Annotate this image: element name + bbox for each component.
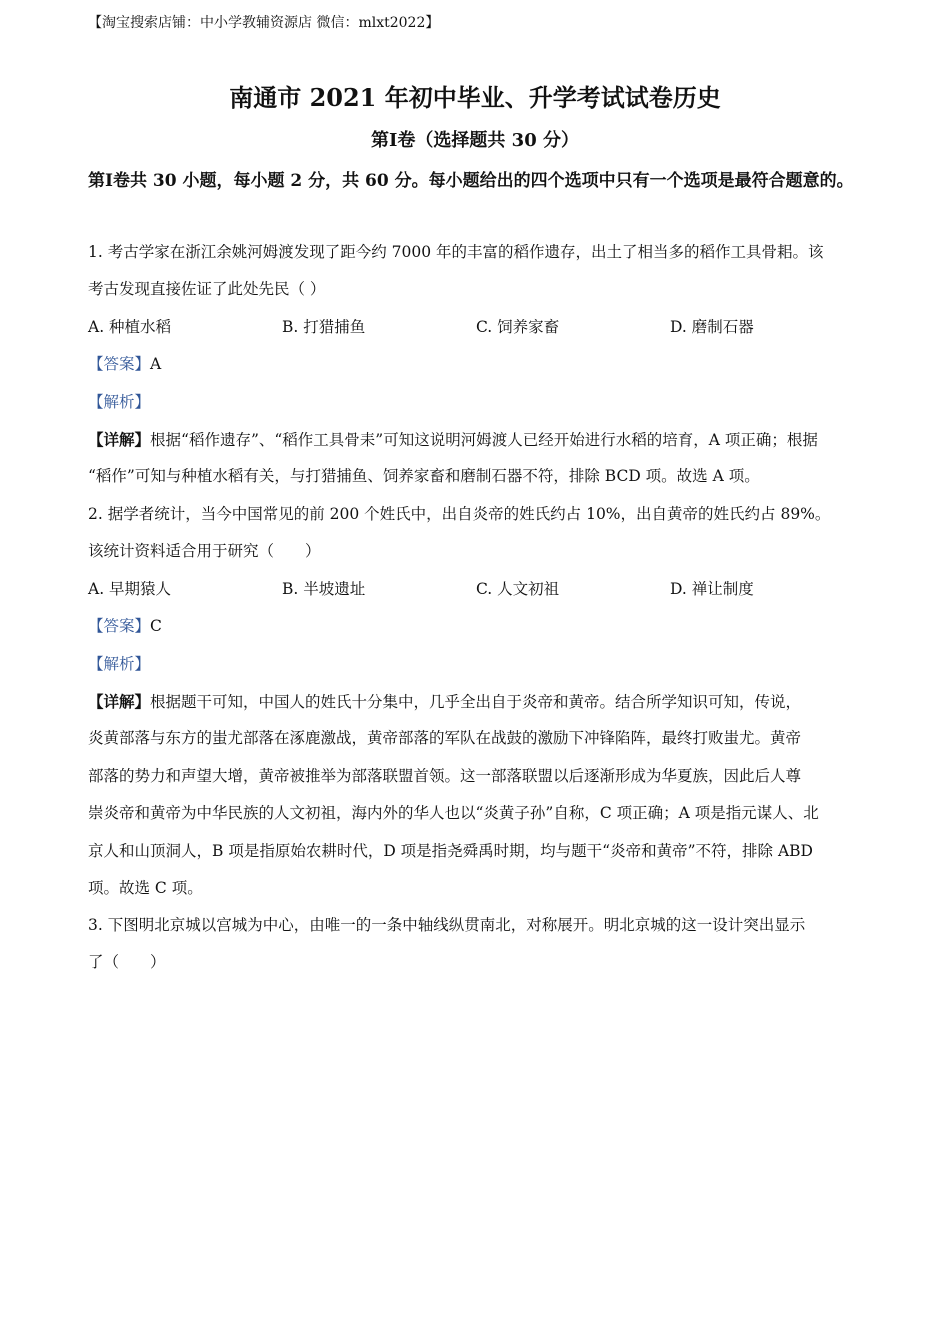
question-2-detail-line-4: 崇炎帝和黄帝为中华民族的人文初祖，海内外的华人也以“炎黄子孙”自称，C 项正确；A 项是指元谋人、北 <box>88 804 819 823</box>
question-1-detail-line-1 <box>88 421 868 458</box>
answer-value: A <box>150 355 162 374</box>
question-2-stem-line-1: 2. 据学者统计，当今中国常见的前 200 个姓氏中，出自炎帝的姓氏约占 10%，出自黄帝的姓氏约占 89%。 <box>88 505 831 523</box>
question-2-detail-line-5: 京人和山顶洞人，B 项是指原始农耕时代，D 项是指尧舜禹时期，均与题干“炎帝和黄帝”不符，排除 ABD <box>88 841 813 860</box>
question-2-options <box>88 571 868 608</box>
option-a: A. 种植水稻 <box>88 317 172 336</box>
answer-tag: 【答案】 <box>88 355 151 374</box>
option-c: C. 饲养家畜 <box>476 317 560 336</box>
question-3-stem-line-1: 3. 下图明北京城以宫城为中心，由唯一的一条中轴线纵贯南北，对称展开。明北京城的这一设计突出显示 <box>88 916 806 934</box>
analysis-tag: 【解析】 <box>88 392 151 411</box>
question-2-detail-line-3: 部落的势力和声望大增，黄帝被推举为部落联盟首领。这一部落联盟以后逐渐形成为华夏族，因此后人尊 <box>88 766 802 785</box>
question-1-analysis-line <box>88 384 868 421</box>
option-b: B. 打猎捕鱼 <box>282 317 366 336</box>
question-2 <box>88 496 868 907</box>
exam-title: 南通市 2021 年初中毕业、升学考试试卷历史 <box>229 83 721 112</box>
question-2-detail-line-1 <box>88 683 868 720</box>
question-2-detail-line-6: 项。故选 C 项。 <box>88 878 203 897</box>
question-1 <box>88 234 868 496</box>
question-2-analysis-line <box>88 646 868 683</box>
answer-value: C <box>150 617 162 636</box>
question-2-answer-line <box>88 608 868 645</box>
option-d: D. 禅让制度 <box>670 579 754 598</box>
question-1-options <box>88 309 868 346</box>
detail-tag: 【详解】 <box>88 429 151 449</box>
question-3-stem-line-2: 了（ ） <box>88 953 166 972</box>
question-2-stem-line-2: 该统计资料适合用于研究（ ） <box>88 542 321 561</box>
answer-tag: 【答案】 <box>88 617 151 636</box>
question-1-stem-line-1: 1. 考古学家在浙江余姚河姆渡发现了距今约 7000 年的丰富的稻作遗存，出土了相当多的稻作工具骨耜。该 <box>88 243 824 261</box>
option-b: B. 半坡遗址 <box>282 579 366 598</box>
question-1-answer-line <box>88 346 868 383</box>
detail-text: 根据题干可知，中国人的姓氏十分集中，几乎全出自于炎帝和黄帝。结合所学知识可知，传说， <box>150 692 802 711</box>
question-1-detail-line-2: “稻作”可知与种植水稻有关，与打猎捕鱼、饲养家畜和磨制石器不符，排除 BCD 项。故选 A 项。 <box>88 467 760 486</box>
option-d: D. 磨制石器 <box>670 317 754 336</box>
detail-text: 根据“稻作遗存”、“稻作工具骨耒”可知这说明河姆渡人已经开始进行水稻的培育，A 项正确；根据 <box>150 430 818 449</box>
section-instructions: 第Ⅰ卷共 30 小题，每小题 2 分，共 60 分。每小题给出的四个选项中只有一个选项是最符合题意的。 <box>88 171 854 191</box>
analysis-tag: 【解析】 <box>88 654 151 673</box>
shop-note-header: 【淘宝搜索店铺：中小学教辅资源店 微信：mlxt2022】 <box>88 15 440 31</box>
question-1-stem-line-2: 考古发现直接佐证了此处先民（ ） <box>88 280 326 299</box>
question-3 <box>88 907 868 982</box>
option-a: A. 早期猿人 <box>88 579 172 598</box>
section-subtitle: 第Ⅰ卷（选择题共 30 分） <box>370 130 579 151</box>
option-c: C. 人文初祖 <box>476 579 560 598</box>
detail-tag: 【详解】 <box>88 691 151 711</box>
question-2-detail-line-2: 炎黄部落与东方的蚩尤部落在涿鹿激战，黄帝部落的军队在战鼓的激励下冲锋陷阵，最终打败蚩尤。黄帝 <box>88 729 802 748</box>
